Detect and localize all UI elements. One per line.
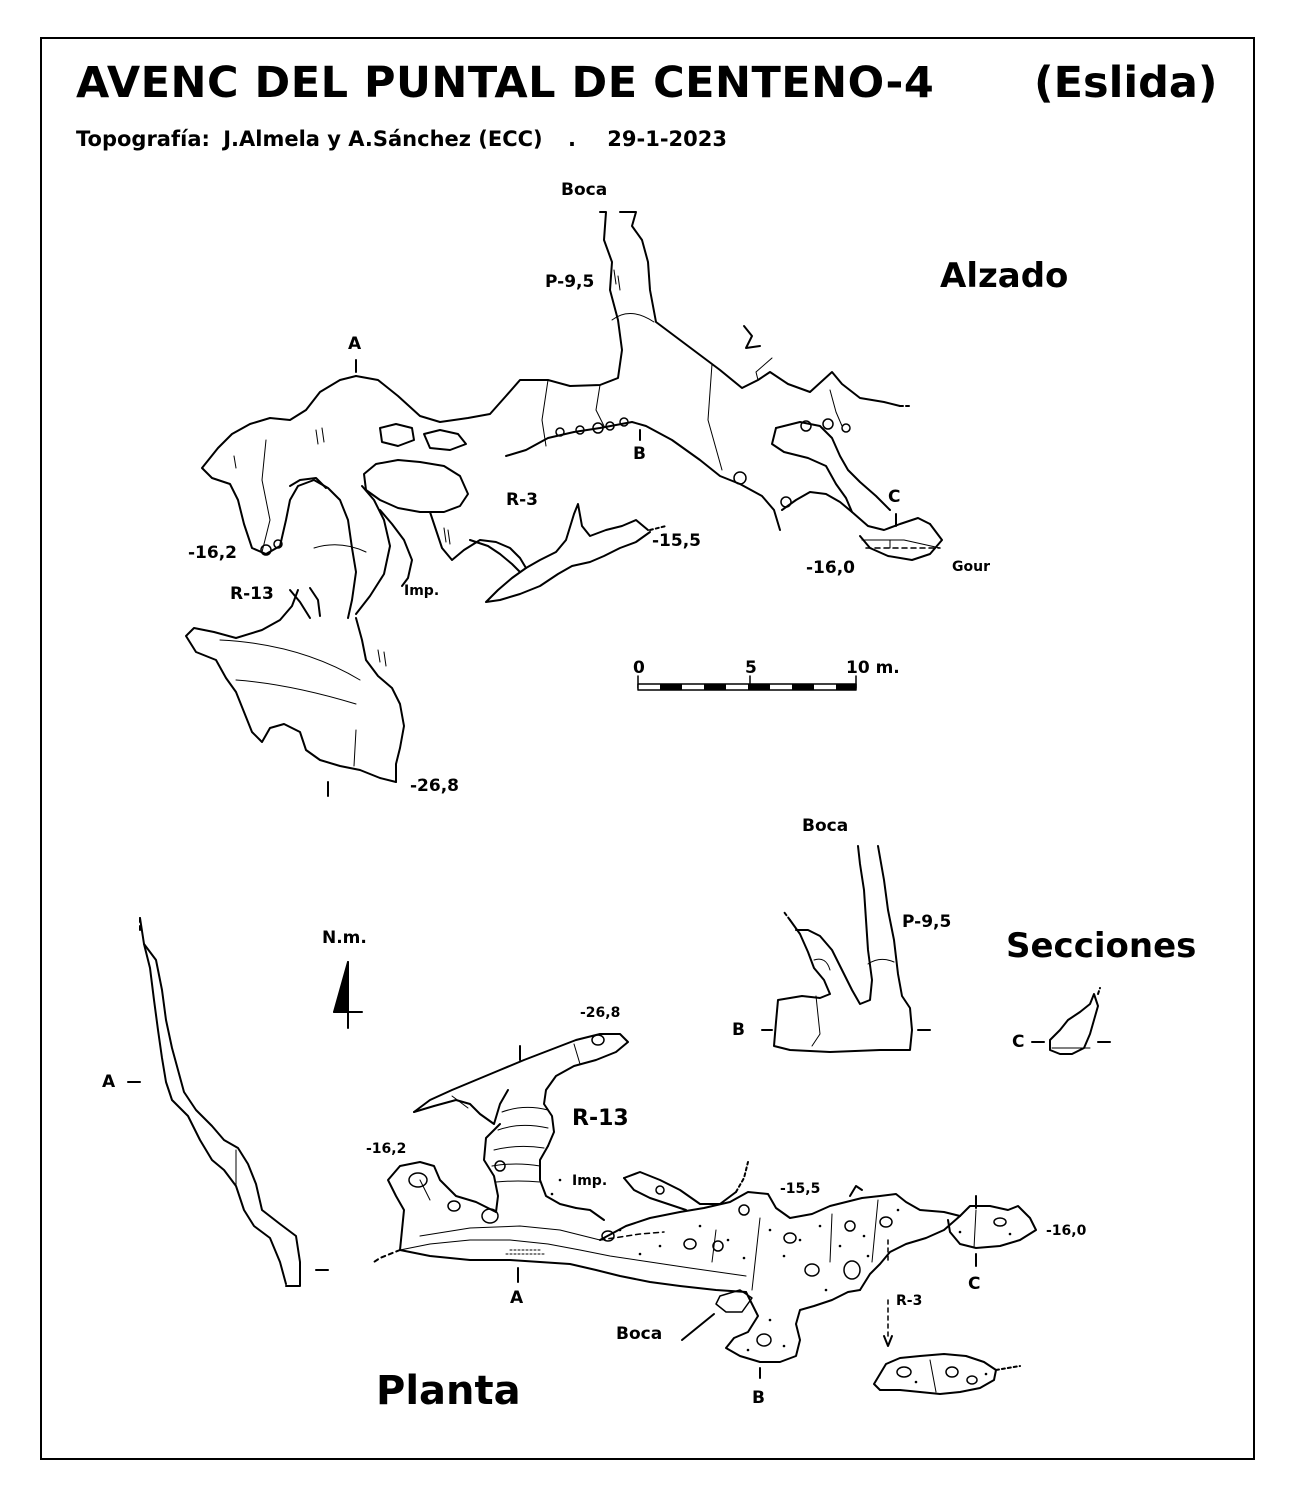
scale-tick-10: 10 m. [846, 658, 900, 678]
profile-shaft [356, 212, 622, 422]
section-c-label: C [1012, 1032, 1025, 1052]
profile-section-a-label: A [348, 334, 362, 354]
section-b-outline [774, 846, 912, 1052]
profile-left-chamber [202, 376, 356, 618]
section-a-outline [140, 918, 286, 1284]
cross-sections [128, 846, 1110, 1286]
plan-section-c-label: C [968, 1274, 981, 1294]
plan-section-b-label: B [752, 1388, 765, 1408]
section-a-label: A [102, 1072, 116, 1092]
profile-impassable-label: Imp. [404, 583, 440, 599]
plan-entrance-label: Boca [616, 1324, 663, 1344]
scale-tick-5: 5 [745, 658, 757, 678]
profile-drawing [186, 212, 942, 796]
profile-depth-right-label: -16,0 [806, 558, 855, 578]
profile-section-c-label: C [888, 487, 901, 507]
plan-section-a-label: A [510, 1288, 524, 1308]
plan-ramp-r3-label: R-3 [896, 1293, 923, 1309]
profile-depth-bottom-label: -26,8 [410, 776, 459, 796]
sections-entrance-label: Boca [802, 816, 849, 836]
profile-gour-label: Gour [952, 559, 990, 575]
sections-pitch-label: P-9,5 [902, 912, 952, 932]
map-title: AVENC DEL PUNTAL DE CENTENO-4 [76, 58, 935, 108]
plan-depth-mid-label: -15,5 [780, 1181, 821, 1197]
plan-depth-top-label: -26,8 [580, 1005, 621, 1021]
plan-ramp-r13-label: R-13 [572, 1106, 629, 1131]
sections-heading: Secciones [1006, 926, 1197, 966]
profile-gallery-floor [506, 422, 780, 530]
credits-separator: . [567, 127, 576, 151]
profile-ramp-r13-label: R-13 [230, 584, 274, 604]
profile-depth-left-label: -16,2 [188, 543, 237, 563]
plan-depth-right-label: -16,0 [1046, 1223, 1087, 1239]
section-c-outline [1050, 994, 1098, 1054]
profile-ramp-r3-label: R-3 [506, 490, 538, 510]
plan-impassable-label: Imp. [572, 1173, 608, 1189]
profile-section-b-label: B [633, 444, 646, 464]
plan-left-chamber [388, 1162, 496, 1250]
north-label: N.m. [322, 928, 367, 948]
survey-date: 29-1-2023 [607, 127, 727, 151]
plan-main-gallery [400, 1250, 746, 1292]
scale-tick-0: 0 [633, 658, 645, 678]
section-b-label: B [732, 1020, 745, 1040]
plan-drawing [334, 962, 1036, 1394]
map-locality: (Eslida) [1034, 58, 1218, 108]
plan-heading: Planta [376, 1368, 521, 1414]
plan-depth-left-label: -16,2 [366, 1141, 407, 1157]
profile-heading: Alzado [940, 256, 1069, 296]
profile-depth-mid-label: -15,5 [652, 531, 701, 551]
profile-pitch-label: P-9,5 [545, 272, 595, 292]
survey-authors: J.Almela y A.Sánchez (ECC) [223, 127, 543, 151]
profile-entrance-label: Boca [561, 180, 608, 200]
survey-label: Topografía: [76, 127, 210, 151]
profile-lower-chamber [186, 590, 396, 782]
